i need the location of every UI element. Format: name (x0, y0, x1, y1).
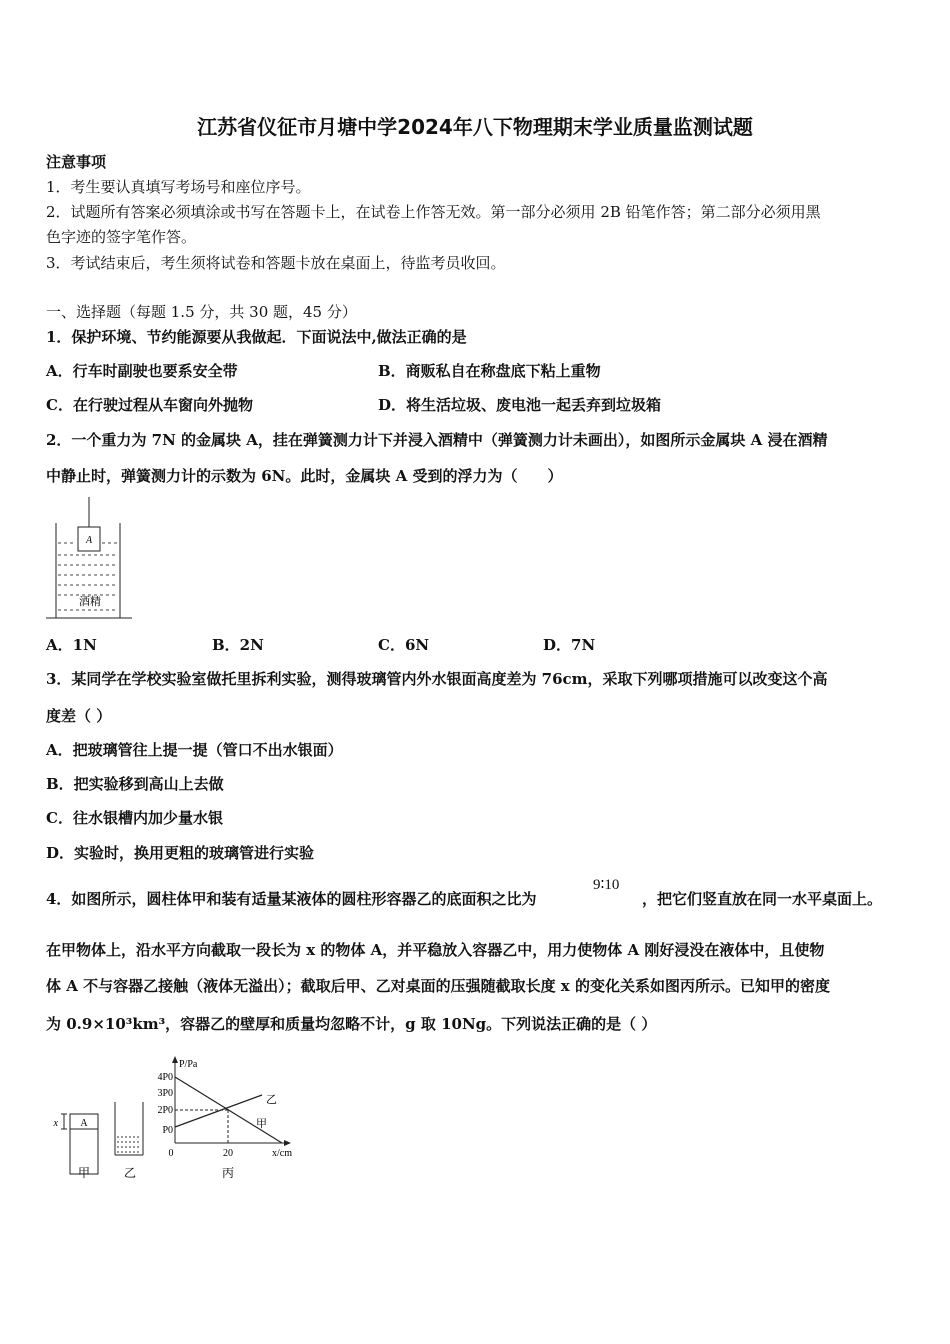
notice-item-1: 1．考生要认真填写考场号和座位序号。 (46, 178, 311, 196)
q4-figure (50, 1055, 300, 1185)
q2-line2: 中静止时，弹簧测力计的示数为 6N。此时，金属块 A 受到的浮力为（ ） (46, 467, 563, 485)
q4-x-label: x (53, 1118, 58, 1129)
notice-heading: 注意事项 (46, 153, 107, 171)
q4-line-label-jia: 甲 (256, 1117, 267, 1130)
q4-label-jia: 甲 (77, 1166, 91, 1180)
notice-item-2: 2．试题所有答案必须填涂或书写在答题卡上，在试卷上作答无效。第一部分必须用 2B 铅笔作答；第二部分必须用黑 (46, 203, 821, 221)
q3-option-c: C．往水银槽内加少量水银 (46, 809, 223, 827)
q3-line2: 度差（ ） (46, 707, 112, 725)
q1-option-b: B．商贩私自在称盘底下粘上重物 (378, 362, 601, 380)
notice-item-2-cont: 色字迹的签字笔作答。 (46, 228, 197, 246)
q4-label-bing: 丙 (221, 1166, 235, 1180)
q4-tick-2p0: 2P0 (157, 1105, 173, 1116)
q2-figure (40, 495, 140, 625)
q2-option-a: A．1N (46, 636, 97, 654)
q4-y-axis-label: P/Pa (179, 1059, 198, 1070)
q2-option-c: C．6N (378, 636, 430, 654)
q4-line1b: ，把它们竖直放在同一水平桌面上。 (642, 890, 883, 908)
section-heading: 一、选择题（每题 1.5 分，共 30 题，45 分） (46, 303, 357, 321)
notice-item-3: 3．考试结束后，考生须将试卷和答题卡放在桌面上，待监考员收回。 (46, 254, 506, 272)
q4-tick-3p0: 3P0 (157, 1088, 173, 1099)
q4-line3: 体 A 不与容器乙接触（液体无溢出）；截取后甲、乙对桌面的压强随截取长度 x 的变化关系如图丙所示。已知甲的密度 (46, 977, 830, 995)
q4-tick-p0: P0 (162, 1125, 173, 1136)
q4-tick-x20: 20 (223, 1148, 233, 1159)
q2-option-d: D．7N (543, 636, 596, 654)
page-title: 江苏省仪征市月塘中学2024年八下物理期末学业质量监测试题 (197, 115, 753, 139)
q1-stem: 1．保护环境、节约能源要从我做起．下面说法中,做法正确的是 (46, 328, 467, 346)
q4-block-label: A (80, 1118, 88, 1129)
q4-ratio: 9∶10 (593, 877, 620, 893)
q2-line1: 2．一个重力为 7N 的金属块 A，挂在弹簧测力计下并浸入酒精中（弹簧测力计未画出），如图所示金属块 A 浸在酒精 (46, 431, 828, 449)
q4-line1a: 4．如图所示，圆柱体甲和装有适量某液体的圆柱形容器乙的底面积之比为 (46, 890, 537, 908)
q4-label-yi: 乙 (123, 1166, 137, 1180)
q2-option-b: B．2N (212, 636, 264, 654)
q3-option-b: B．把实验移到高山上去做 (46, 775, 224, 793)
q4-tick-x0: 0 (168, 1148, 174, 1159)
q3-option-a: A．把玻璃管往上提一提（管口不出水银面） (46, 741, 343, 759)
q3-option-d: D．实验时，换用更粗的玻璃管进行实验 (46, 844, 315, 862)
q1-option-d: D．将生活垃圾、废电池一起丢弃到垃圾箱 (378, 396, 662, 414)
q4-x-axis-label: x/cm (272, 1148, 292, 1159)
q3-line1: 3．某同学在学校实验室做托里拆利实验，测得玻璃管内外水银面高度差为 76cm，采取下列哪项措施可以改变这个高 (46, 670, 828, 688)
q1-option-c: C．在行驶过程从车窗向外抛物 (46, 396, 253, 414)
q1-option-a: A．行车时副驶也要系安全带 (46, 362, 238, 380)
q4-line-label-yi: 乙 (266, 1093, 277, 1106)
q4-tick-4p0: 4P0 (157, 1072, 173, 1083)
q2-liquid-label: 酒精 (79, 595, 101, 608)
q2-block-label: A (85, 535, 93, 546)
q4-line4: 为 0.9×10³km³，容器乙的壁厚和质量均忽略不计，g 取 10Ng。下列说法正确的是（ ） (46, 1015, 657, 1033)
q4-line2: 在甲物体上，沿水平方向截取一段长为 x 的物体 A，并平稳放入容器乙中，用力使物体 A 刚好浸没在液体中，且使物 (46, 941, 825, 959)
